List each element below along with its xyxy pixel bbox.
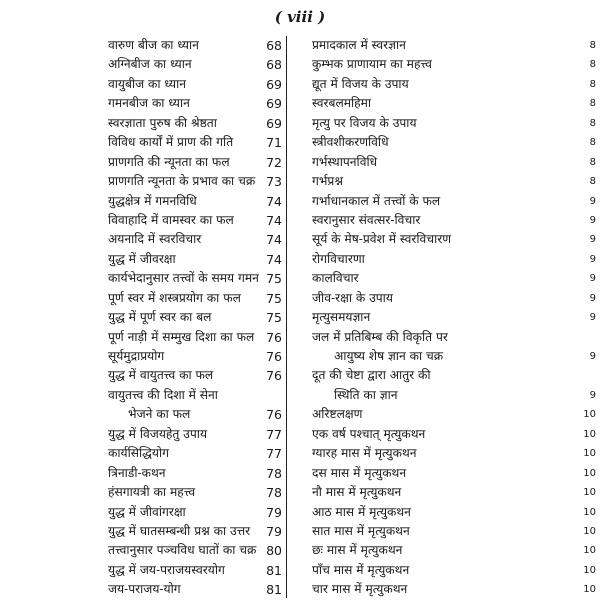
toc-entry — [108, 75, 286, 94]
toc-entry — [108, 192, 286, 211]
toc-entry-page: 71 — [266, 135, 282, 151]
toc-entry-title: युद्ध में जय-पराजयस्वरयोग — [108, 562, 225, 577]
toc-entry — [286, 250, 600, 269]
toc-entry-page: 75 — [266, 271, 282, 287]
toc-entry — [286, 133, 600, 152]
toc-entry-title: स्वरानुसार संवत्सर-विचार — [312, 212, 421, 227]
toc-entry-page: 10 — [583, 428, 596, 440]
toc-entry-page: 78 — [266, 485, 282, 501]
toc-entry-title: द्यूत में विजय के उपाय — [312, 76, 409, 91]
toc-entry-page: 73 — [266, 174, 282, 190]
toc-entry-page: 77 — [266, 446, 282, 462]
toc-entry-title: ग्यारह मास में मृत्युकथन — [312, 446, 417, 461]
toc-entry-title: छः मास में मृत्युकथन — [312, 543, 403, 558]
toc-entry-title: युद्ध में पूर्ण स्वर का बल — [108, 310, 212, 325]
toc-entry-page: 79 — [266, 504, 282, 520]
toc-entry-page: 8 — [589, 78, 596, 90]
toc-entry-title: वायुबीज का ध्यान — [108, 76, 186, 91]
toc-entry — [108, 425, 286, 444]
toc-entry — [286, 386, 600, 405]
toc-entry — [108, 94, 286, 113]
toc-entry — [286, 580, 600, 599]
toc-entry — [286, 289, 600, 308]
toc-entry-page: 81 — [266, 582, 282, 598]
toc-entry-page: 10 — [583, 506, 596, 518]
toc-entry-page: 8 — [589, 156, 596, 168]
toc-entry-page: 75 — [266, 310, 282, 326]
toc-entry-page: 76 — [266, 407, 282, 423]
toc-entry — [286, 75, 600, 94]
toc-entry — [286, 269, 600, 288]
toc-entry — [108, 503, 286, 522]
toc-entry — [108, 308, 286, 327]
toc-entry-page: 8 — [589, 117, 596, 129]
toc-entry — [286, 172, 600, 191]
toc-entry-page: 74 — [266, 193, 282, 209]
toc-entry-page: 69 — [266, 96, 282, 112]
toc-entry — [108, 561, 286, 580]
toc-entry-title: गमनबीज का ध्यान — [108, 96, 190, 111]
toc-entry-title: त्रिनाडी-कथन — [108, 465, 166, 480]
toc-entry — [286, 541, 600, 560]
toc-right-column — [286, 36, 600, 600]
toc-entry-page: 9 — [589, 234, 596, 246]
toc-entry — [286, 192, 600, 211]
toc-entry-title: सात मास में मृत्युकथन — [312, 523, 410, 538]
toc-entry-page: 8 — [589, 59, 596, 71]
toc-entry-title: दस मास में मृत्युकथन — [312, 465, 407, 480]
toc-entry-title: तत्त्वानुसार पञ्चविध घातों का चक्र — [108, 543, 257, 558]
toc-entry-page: 10 — [583, 545, 596, 557]
toc-entry-title: जीव-रक्षा के उपाय — [312, 290, 393, 305]
toc-entry-title: अग्निबीज का ध्यान — [108, 57, 192, 72]
toc-entry-title: गर्भप्रश्न — [312, 174, 343, 189]
toc-entry-title: युद्ध में जीवरक्षा — [108, 251, 176, 266]
toc-entry-title: भेजने का फल — [128, 407, 191, 422]
toc-entry — [286, 503, 600, 522]
toc-entry-page: 9 — [589, 253, 596, 265]
toc-entry — [108, 55, 286, 74]
toc-entry — [108, 464, 286, 483]
toc-entry-page: 10 — [583, 564, 596, 576]
toc-entry-page: 9 — [589, 351, 596, 362]
toc-entry — [286, 94, 600, 113]
toc-entry-page: 10 — [583, 448, 596, 460]
toc-entry — [286, 230, 600, 249]
toc-entry — [108, 328, 286, 347]
toc-entry — [108, 172, 286, 191]
page-number: ( viii ) — [274, 8, 326, 26]
toc-entry-title: चार मास में मृत्युकथन — [312, 582, 408, 597]
toc-entry-title: प्राणगति की न्यूनता का फल — [108, 154, 230, 169]
toc-entry-title: आठ मास में मृत्युकथन — [312, 504, 411, 519]
toc-entry-title: सूर्य के मेष-प्रवेश में स्वरविचारण — [312, 232, 452, 247]
toc-entry-page: 80 — [266, 543, 282, 559]
toc-entry — [286, 114, 600, 133]
toc-entry — [108, 483, 286, 502]
toc-entry — [108, 114, 286, 133]
toc-entry-title: वायुतत्त्व की दिशा में सेना — [108, 387, 218, 402]
toc-entry-title: युद्धक्षेत्र में गमनविधि — [108, 193, 197, 208]
toc-entry-title: एक वर्ष पश्चात् मृत्युकथन — [312, 426, 426, 441]
toc-entry-title: पूर्ण स्वर में शस्त्रप्रयोग का फल — [108, 290, 241, 305]
toc-entry — [108, 269, 286, 288]
toc-entry-title: गर्भाधानकाल में तत्त्वों के फल — [312, 193, 441, 208]
toc-entry-page: 9 — [589, 389, 596, 401]
toc-entry — [108, 444, 286, 463]
toc-entry-page: 81 — [266, 562, 282, 578]
toc-entry — [108, 386, 286, 405]
toc-entry — [286, 55, 600, 74]
toc-entry-title: नौ मास में मृत्युकथन — [312, 485, 402, 500]
toc-entry-page: 9 — [589, 195, 596, 207]
toc-entry-title: स्वरबलमहिमा — [312, 96, 372, 111]
toc-entry — [286, 522, 600, 541]
toc-entry — [286, 444, 600, 463]
toc-entry — [108, 211, 286, 230]
toc-entry-page: 9 — [589, 273, 596, 285]
toc-entry-title: जय-पराजय-योग — [108, 582, 181, 597]
toc-entry-page: 76 — [266, 368, 282, 384]
toc-entry — [108, 541, 286, 560]
toc-entry-title: मृत्यु पर विजय के उपाय — [312, 115, 417, 130]
toc-entry-page: 76 — [266, 349, 282, 364]
toc-entry — [286, 483, 600, 502]
toc-entry — [108, 289, 286, 308]
toc-entry — [108, 366, 286, 385]
toc-entry-title: आयुष्य शेष ज्ञान का चक्र — [334, 349, 444, 363]
toc-entry-title: जल में प्रतिबिम्ब की विकृति पर — [312, 329, 448, 344]
toc-entry-page: 9 — [589, 312, 596, 324]
toc-entry-page: 8 — [589, 40, 596, 51]
toc-entry — [286, 561, 600, 580]
toc-entry-page: 8 — [589, 98, 596, 110]
toc-entry — [108, 36, 286, 55]
toc-entry-page: 76 — [266, 329, 282, 345]
toc-entry-page: 69 — [266, 115, 282, 131]
toc-entry-title: प्रमादकाल में स्वरज्ञान — [312, 38, 406, 52]
toc-entry — [286, 366, 600, 385]
toc-entry-title: सूर्यमुद्राप्रयोग — [108, 349, 165, 363]
toc-entry — [286, 328, 600, 347]
toc-entry-page: 10 — [583, 409, 596, 421]
toc-entry-title: अरिष्टलक्षण — [312, 407, 363, 422]
toc-left-column — [108, 36, 286, 600]
toc-entry — [286, 153, 600, 172]
toc-entry — [108, 580, 286, 599]
toc-entry-title: हंसगायत्री का महत्त्व — [108, 485, 196, 500]
toc-entry-page: 74 — [266, 212, 282, 228]
toc-entry — [108, 153, 286, 172]
toc-entry-page: 10 — [583, 467, 596, 479]
toc-entry — [286, 347, 600, 366]
toc-entry-page: 79 — [266, 523, 282, 539]
toc-entry-title: प्राणगति न्यूनता के प्रभाव का चक्र — [108, 174, 256, 189]
toc-entry-page: 10 — [583, 584, 596, 596]
toc-entry-page: 9 — [589, 292, 596, 304]
toc-entry-title: अयनादि में स्वरविचार — [108, 232, 202, 247]
toc-entry-title: रोगविचारणा — [312, 251, 365, 266]
toc-entry-page: 68 — [266, 38, 282, 53]
toc-entry-title: कालविचार — [312, 271, 359, 286]
toc-entry-title: कार्यभेदानुसार तत्त्वों के समय गमन — [108, 271, 259, 286]
toc-entry-page: 8 — [589, 137, 596, 149]
toc-entry-title: गर्भस्थापनविधि — [312, 154, 378, 169]
toc-entry-page: 69 — [266, 76, 282, 92]
toc-entry-title: मृत्युसमयज्ञान — [312, 310, 371, 325]
toc-entry-title: युद्ध में घातसम्बन्धी प्रश्न का उत्तर — [108, 523, 251, 538]
toc-entry-title: स्थिति का ज्ञान — [334, 387, 398, 402]
toc-entry-page: 78 — [266, 465, 282, 481]
toc-entry — [108, 250, 286, 269]
toc-entry-title: कार्यसिद्धियोग — [108, 446, 169, 461]
toc-entry-page: 68 — [266, 57, 282, 73]
toc-entry-title: स्वरज्ञाता पुरुष की श्रेष्ठता — [108, 115, 217, 130]
toc-entry-title: युद्ध में वायुतत्त्व का फल — [108, 368, 214, 383]
toc-entry — [286, 405, 600, 424]
toc-entry — [286, 36, 600, 55]
toc-entry — [108, 405, 286, 424]
toc-entry-title: युद्ध में जीवांगरक्षा — [108, 504, 186, 519]
toc-entry-title: कुम्भक प्राणायाम का महत्त्व — [312, 57, 432, 72]
toc-entry-title: युद्ध में विजयहेतु उपाय — [108, 426, 208, 441]
toc-entry-title: विवाहादि में वामस्वर का फल — [108, 212, 234, 227]
toc-entry-page: 77 — [266, 426, 282, 442]
toc-entry-page: 75 — [266, 290, 282, 306]
toc-entry — [286, 308, 600, 327]
toc-entry — [286, 211, 600, 230]
toc-entry-title: स्त्रीवशीकरणविधि — [312, 135, 389, 150]
toc-entry-title: वारुण बीज का ध्यान — [108, 38, 199, 52]
toc-entry-page: 10 — [583, 487, 596, 499]
toc-entry-page: 8 — [589, 176, 596, 188]
toc-entry-title: विविध कार्यों में प्राण की गति — [108, 135, 234, 150]
toc-entry — [108, 133, 286, 152]
toc-entry-title: दूत की चेष्टा द्वारा आतुर की — [312, 368, 431, 383]
toc-entry — [108, 347, 286, 366]
toc-entry — [286, 464, 600, 483]
toc-entry-page: 72 — [266, 154, 282, 170]
toc-entry-page: 74 — [266, 251, 282, 267]
toc-entry-page: 74 — [266, 232, 282, 248]
toc-entry-title: पाँच मास में मृत्युकथन — [312, 562, 410, 577]
toc-entry — [108, 522, 286, 541]
toc-entry — [108, 230, 286, 249]
toc-entry — [286, 425, 600, 444]
toc-entry-title: पूर्ण नाड़ी में सम्मुख दिशा का फल — [108, 329, 255, 344]
toc-entry-page: 10 — [583, 525, 596, 537]
toc-entry-page: 9 — [589, 214, 596, 226]
